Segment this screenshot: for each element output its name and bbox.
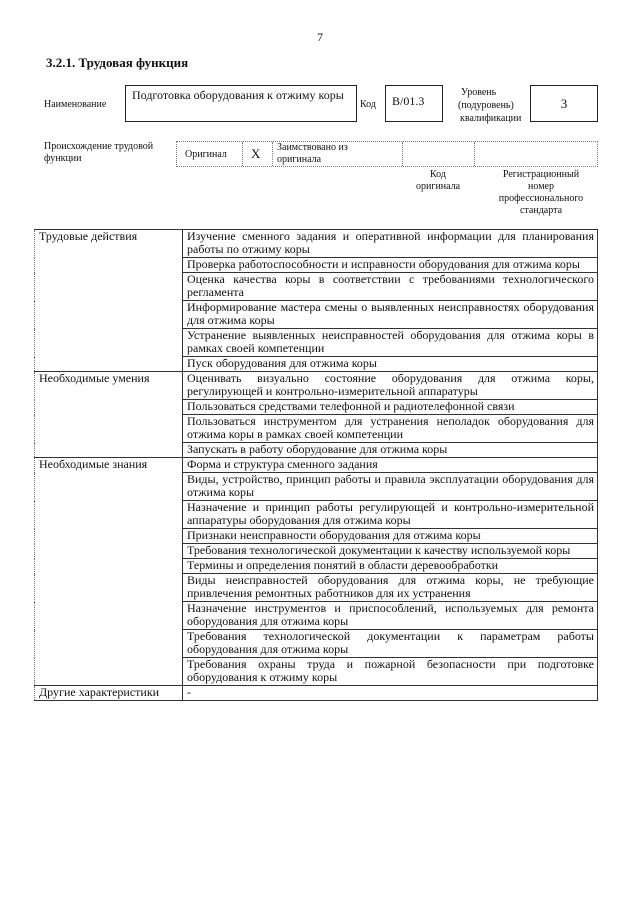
origin-borrowed-label-2: оригинала [277,154,322,165]
code-value: B/01.3 [385,85,443,122]
table-cell: Требования технологической документации к параметрам работы оборудования для отжима коры [183,630,598,658]
function-name-value: Подготовка оборудования к отжиму коры [125,85,357,122]
origin-code-cell [403,142,475,166]
table-cell: Виды, устройство, принцип работы и правила эксплуатации оборудования для отжима коры [183,473,598,501]
origin-borrowed-label-1: Заимствовано из [277,142,348,153]
table-cell: Оценивать визуально состояние оборудования для отжима коры, регулирующей и контрольно-измерительной аппаратуры [183,372,598,400]
table-cell: Термины и определения понятий в области деревообработки [183,559,598,574]
table-row [35,230,598,258]
group-title: Трудовые действия [35,230,183,372]
table-row [35,372,598,400]
table-cell: Пользоваться средствами телефонной и радиотелефонной связи [183,400,598,415]
origin-label-2: функции [44,153,82,164]
origin-reg-cell [475,142,599,166]
page-number: 7 [317,30,323,44]
code-label: Код [360,99,376,110]
table-cell: Пуск оборудования для отжима коры [183,357,598,372]
table-cell: Виды неисправностей оборудования для отжима коры, не требующие привлечения ремонтных работников для их устранения [183,574,598,602]
table-cell: Назначение и принцип работы регулирующей и контрольно-измерительной аппаратуры оборудования для отжима коры [183,501,598,529]
origin-label-1: Происхождение трудовой [44,141,154,152]
reg-caption-3: профессионального [498,193,584,204]
level-label-2: (подуровень) [458,100,514,111]
table-cell: Пользоваться инструментом для устранения неполадок оборудования для отжима коры в рамках своей компетенции [183,415,598,443]
group-title: Необходимые знания [35,458,183,686]
table-cell: Форма и структура сменного задания [183,458,598,473]
origin-borrowed-cell [273,142,403,166]
table-cell: Информирование мастера смены о выявленных неисправностях оборудования для отжима коры [183,301,598,329]
origin-mark: X [251,146,261,161]
table-row [35,686,598,701]
table-row [35,458,598,473]
table-cell: Проверка работоспособности и исправности оборудования для отжима коры [183,258,598,273]
reg-caption-2: номер [528,181,554,192]
table-cell: Изучение сменного задания и оперативной информации для планирования работы по отжиму коры [183,230,598,258]
origin-original-cell [177,142,243,166]
origin-original-label: Оригинал [185,149,227,160]
table-cell: Оценка качества коры в соответствии с требованиями технологического регламента [183,273,598,301]
reg-caption-4: стандарта [519,205,563,216]
code-original-caption-1: Код [430,169,446,180]
table-cell: Запускать в работу оборудование для отжима коры [183,443,598,458]
code-original-caption-2: оригинала [416,181,461,192]
table-cell: Требования охраны труда и пожарной безопасности при подготовке оборудования к отжиму коры [183,658,598,686]
section-title: 3.2.1. Трудовая функция [46,55,189,70]
origin-mark-cell [243,142,273,166]
name-label: Наименование [44,99,107,110]
reg-caption-1: Регистрационный [502,169,580,180]
function-details-table [34,229,598,701]
table-cell: - [183,686,598,701]
table-cell: Признаки неисправности оборудования для отжима коры [183,529,598,544]
level-value: 3 [530,85,598,122]
level-label-3: квалификации [460,113,522,124]
table-cell: Требования технологической документации к качеству используемой коры [183,544,598,559]
origin-table [176,141,598,167]
group-title: Другие характеристики [35,686,183,701]
table-cell: Устранение выявленных неисправностей оборудования для отжима коры в рамках своей компетенции [183,329,598,357]
group-title: Необходимые умения [35,372,183,458]
level-label-1: Уровень [461,87,497,98]
table-cell: Назначение инструментов и приспособлений, используемых для ремонта оборудования для отжима коры [183,602,598,630]
